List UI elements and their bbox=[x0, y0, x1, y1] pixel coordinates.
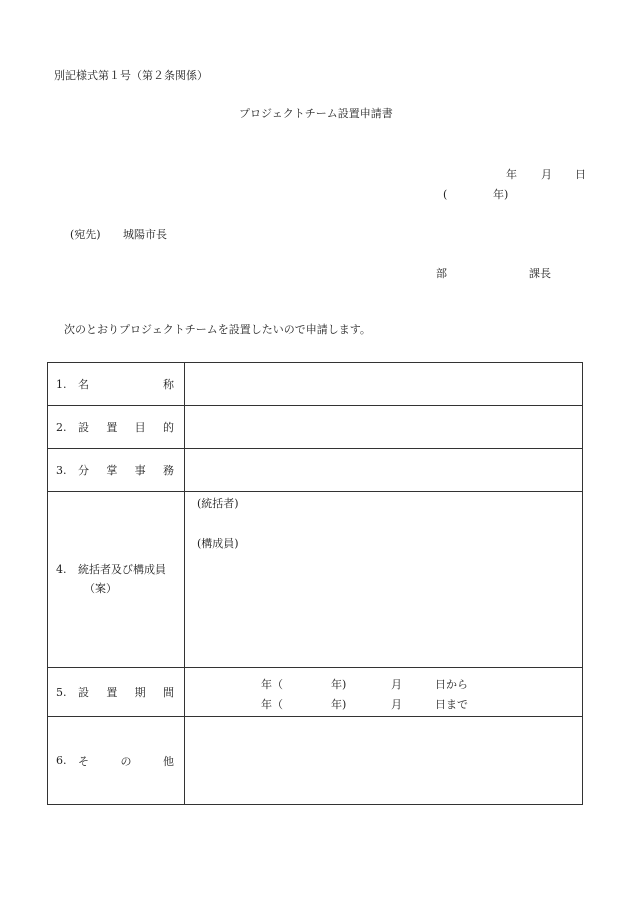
period-end-day: 日まで bbox=[435, 698, 468, 711]
intro-text: 次のとおりプロジェクトチームを設置したいので申請します。 bbox=[64, 323, 371, 336]
label-members-line1: 統括者及び構成員 bbox=[78, 563, 166, 576]
period-end-line bbox=[261, 696, 468, 712]
era-open: ( bbox=[443, 188, 448, 201]
row-duties bbox=[48, 449, 583, 492]
period-end-month: 月 bbox=[391, 698, 402, 711]
label-char: 事 bbox=[134, 464, 146, 477]
label-duties bbox=[48, 449, 185, 492]
leader-label: (統括者) bbox=[197, 497, 239, 510]
other-value-cell[interactable] bbox=[185, 717, 583, 805]
date-year: 年 bbox=[506, 168, 517, 181]
period-start-day: 日から bbox=[435, 678, 468, 691]
label-char: 名 bbox=[78, 378, 89, 391]
department-dept: 部 bbox=[436, 267, 447, 280]
row-purpose bbox=[48, 406, 583, 449]
label-char: そ bbox=[78, 754, 89, 768]
row-number: 5. bbox=[56, 685, 67, 699]
label-members-line2: （案） bbox=[84, 582, 117, 595]
label-char: 務 bbox=[162, 464, 174, 477]
row-number: 6. bbox=[56, 754, 67, 767]
period-start-year: 年（ bbox=[261, 678, 283, 691]
duties-value-cell[interactable] bbox=[185, 449, 583, 492]
label-members bbox=[48, 492, 185, 668]
row-number: 1. bbox=[56, 377, 67, 391]
label-char: 掌 bbox=[106, 464, 118, 477]
document-title: プロジェクトチーム設置申請書 bbox=[239, 107, 393, 120]
row-number: 2. bbox=[56, 420, 67, 434]
era-close: 年) bbox=[493, 188, 509, 201]
name-value-cell[interactable] bbox=[185, 363, 583, 406]
purpose-value-cell[interactable] bbox=[185, 406, 583, 449]
period-end-year: 年（ bbox=[261, 698, 283, 711]
label-char: 目 bbox=[134, 421, 146, 434]
label-char: 他 bbox=[163, 754, 174, 768]
label-char: 置 bbox=[106, 421, 118, 434]
date-month: 月 bbox=[541, 168, 552, 181]
period-end-era: 年) bbox=[331, 698, 347, 711]
label-char: 称 bbox=[163, 378, 174, 391]
label-char: の bbox=[120, 754, 132, 768]
period-start-month: 月 bbox=[391, 678, 402, 691]
department-section: 課長 bbox=[529, 267, 551, 280]
label-other bbox=[48, 717, 185, 805]
period-start-line bbox=[261, 676, 468, 692]
label-char: 設 bbox=[78, 686, 89, 699]
row-number: 4. bbox=[56, 563, 67, 576]
date-day: 日 bbox=[575, 168, 586, 181]
member-label: (構成員) bbox=[197, 537, 239, 550]
label-purpose bbox=[48, 406, 185, 449]
row-number: 3. bbox=[56, 463, 67, 477]
period-start-era: 年) bbox=[331, 678, 347, 691]
application-table bbox=[47, 362, 583, 805]
members-value-cell[interactable] bbox=[185, 492, 583, 668]
period-value-cell[interactable] bbox=[185, 668, 583, 717]
row-other bbox=[48, 717, 583, 805]
label-char: 分 bbox=[78, 464, 89, 477]
label-char: 期 bbox=[134, 686, 146, 699]
label-char: 置 bbox=[106, 686, 118, 699]
label-char: 間 bbox=[162, 686, 174, 699]
row-name bbox=[48, 363, 583, 406]
label-name bbox=[48, 363, 185, 406]
row-members bbox=[48, 492, 583, 668]
addressee-name: 城陽市長 bbox=[123, 228, 167, 241]
label-char: 的 bbox=[162, 421, 174, 434]
label-period bbox=[48, 668, 185, 717]
label-char: 設 bbox=[78, 421, 89, 434]
addressee-label: (宛先) bbox=[70, 228, 101, 241]
row-period bbox=[48, 668, 583, 717]
form-number: 別記様式第１号（第２条関係） bbox=[54, 69, 208, 82]
